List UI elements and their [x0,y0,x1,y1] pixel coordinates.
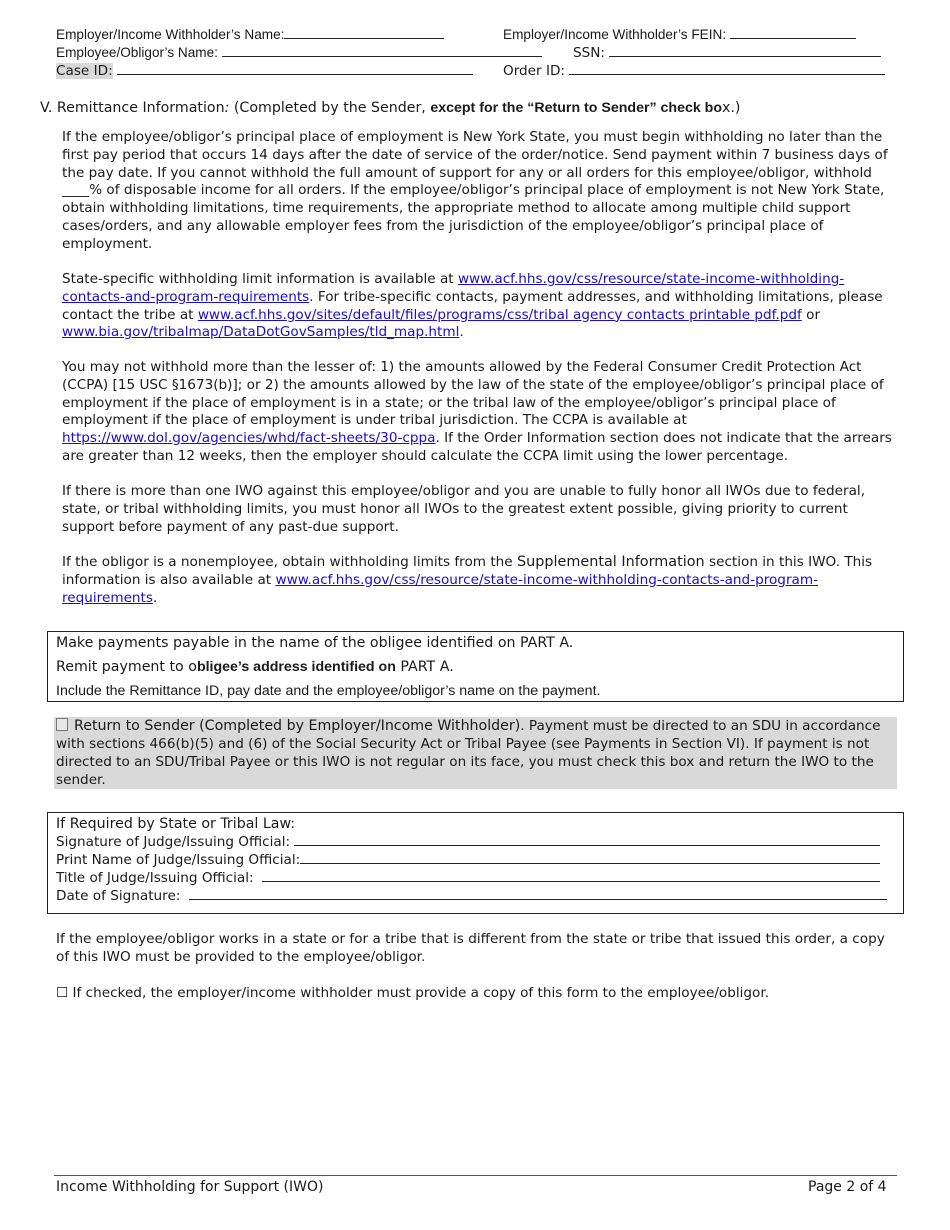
employer-fein-blank[interactable] [730,26,856,39]
copy-checkbox-row[interactable] [56,984,769,1002]
remit-text-b: PART A. [395,659,454,675]
signature-date-label: Date of Signature: [56,888,181,904]
section-heading-end: x.) [722,100,741,116]
signature-box [47,812,904,914]
state-limit-text-b: . For tribe-specific contacts, payment addresses, and withholding limitations, please contact the tribe at [62,288,883,323]
judge-signature-field[interactable] [56,833,880,851]
remit-text-a: Remit payment to o [56,659,197,675]
payment-payable-line: Make payments payable in the name of the obligee identified on PART A. [56,635,574,651]
judge-print-name-label: Print Name of Judge/Issuing Official: [56,852,301,868]
nonemployee-text-a: If the obligor is a nonemployee, obtain withholding limits from the [62,554,517,570]
section-heading [40,99,740,117]
case-id-blank[interactable] [117,62,473,75]
remit-payment-line [56,658,454,676]
ccpa-text-a: You may not withhold more than the lesser of: 1) the amounts allowed by the Federal Consumer Credit Protection Act (CCPA) [15 USC §1673(b)]; or 2) the amounts allowed by the law of the state of the employee/obligor’s principal place of employment if the place of employment is in a state; or the tribal law of the employee/obligor’s principal place of employment if the place of employment is under tribal jurisdiction. The CCPA is available at [62,359,884,429]
footer-page-number: Page 2 of 4 [808,1179,887,1195]
state-limit-text-d: . [459,324,464,341]
state-limit-text-a: State-specific withholding limit information is available at [62,271,458,287]
signature-date-blank[interactable] [189,887,887,900]
employee-name-label: Employee/Obligor’s Name: [56,45,218,60]
copy-notice-paragraph: If the employee/obligor works in a state or for a tribe that is different from the state or tribe that issued this order, a copy of this IWO must be provided to the employee/obligor. [56,931,885,965]
order-id-label: Order ID: [503,63,566,79]
nonemployee-paragraph [62,554,892,607]
order-id-blank[interactable] [569,62,885,75]
judge-signature-blank[interactable] [294,833,880,846]
section-heading-note: (Completed by the Sender, [229,100,431,116]
judge-title-label: Title of Judge/Issuing Official: [56,870,254,886]
ssn-field[interactable] [573,44,881,62]
employer-fein-label: Employer/Income Withholder’s FEIN: [503,27,727,42]
judge-signature-label: Signature of Judge/Issuing Official: [56,834,291,850]
case-id-field[interactable] [56,62,473,80]
ccpa-paragraph [62,359,892,466]
supplemental-info-ref: Supplemental Information [516,554,705,570]
judge-print-name-blank[interactable] [300,851,880,864]
multiple-iwo-paragraph: If there is more than one IWO against this employee/obligor and you are unable to fully honor all IWOs due to federal, state, or tribal withholding limits, you must honor all IWOs to the greatest extent possible, giving priority to current support before payment of any past-due support. [62,483,866,535]
section-heading-colon: : [224,100,230,116]
section-heading-title: V. Remittance Information [40,100,225,116]
remittance-id-line: Include the Remittance ID, pay date and the employee/obligor’s name on the payment. [56,683,601,699]
employee-name-field[interactable] [56,44,542,62]
state-limit-paragraph [62,271,892,342]
remit-text-bold: bligee’s address identified on [196,659,396,675]
footer-form-title: Income Withholding for Support (IWO) [56,1179,324,1195]
judge-title-field[interactable] [56,869,880,887]
tribal-map-link[interactable]: www.bia.gov/tribalmap/DataDotGovSamples/tld_map.html [62,324,460,341]
ccpa-link[interactable]: https://www.dol.gov/agencies/whd/fact-sheets/30-cppa [62,430,436,447]
return-to-sender-title: Return to Sender (Completed by Employer/Income Withholder) [74,718,521,734]
state-withholding-link[interactable]: www.acf.hhs.gov/css/resource/state-income-withholding-contacts-and-program-requirements [62,271,845,305]
signature-date-field[interactable] [56,887,887,905]
judge-print-name-field[interactable] [56,851,880,869]
payment-instructions-box [47,631,904,702]
employer-name-blank[interactable] [284,26,444,39]
employer-name-label: Employer/Income Withholder’s Name: [56,27,285,42]
state-limit-text-c: or [801,306,821,323]
judge-title-blank[interactable] [262,869,880,882]
nonemployee-text-c: section in this IWO. This information is also available at [62,554,873,588]
ccpa-text-b: . If the Order Information section does not indicate that the arrears are greater than 12 weeks, then the employer should calculate the CCPA limit using the lower percentage. [62,430,892,464]
return-to-sender-checkbox[interactable] [56,718,68,731]
nonemployee-text-d: . [152,589,158,606]
ny-withholding-paragraph: If the employee/obligor’s principal place of employment is New York State, you must begin withholding no later than the first pay period that occurs 14 days after the date of service of the order/notice. Send payment within 7 business days of the pay date. If you cannot withhold the full amount of support for any or all orders for this employee/obligor, withhold ____% of disposable income for all orders. If the employee/obligor’s principal place of employment is not New York State, obtain withholding limitations, time requirements, the appropriate method to allocate among multiple child support cases/orders, and any allowable employer fees from the jurisdiction of the employee/obligor’s principal place of employment. [62,129,888,252]
case-id-label: Case ID: [56,63,113,79]
order-id-field[interactable] [503,62,885,80]
return-to-sender-box [54,717,897,789]
employee-name-blank[interactable] [222,44,542,57]
footer-rule [54,1175,897,1176]
section-heading-bold: except for the “Return to Sender” check bo [430,100,723,116]
nonemployee-link[interactable]: www.acf.hhs.gov/css/resource/state-income-withholding-contacts-and-program-requirements [62,571,819,606]
return-to-sender-text [56,717,892,789]
copy-checkbox[interactable]: ☐ [56,985,69,1001]
copy-checkbox-label: If checked, the employer/income withholder must provide a copy of this form to the employee/obligor. [72,985,770,1001]
signature-heading: If Required by State or Tribal Law: [56,816,296,832]
ssn-label: SSN: [573,45,606,61]
tribal-contacts-link[interactable]: www.acf.hhs.gov/sites/default/files/programs/css/tribal agency contacts printable pdf.pdf [197,306,802,323]
ssn-blank[interactable] [609,44,881,57]
return-to-sender-body: . Payment must be directed to an SDU in accordance with sections 466(b)(5) and (6) of the Social Security Act or Tribal Payee (see Payments in Section VI). If payment is not directed to an SDU/Tribal Payee or this IWO is not regular on its face, you must check this box and return the IWO to the sender. [56,718,881,788]
employer-name-field[interactable] [56,26,444,44]
employer-fein-field[interactable] [503,26,856,44]
